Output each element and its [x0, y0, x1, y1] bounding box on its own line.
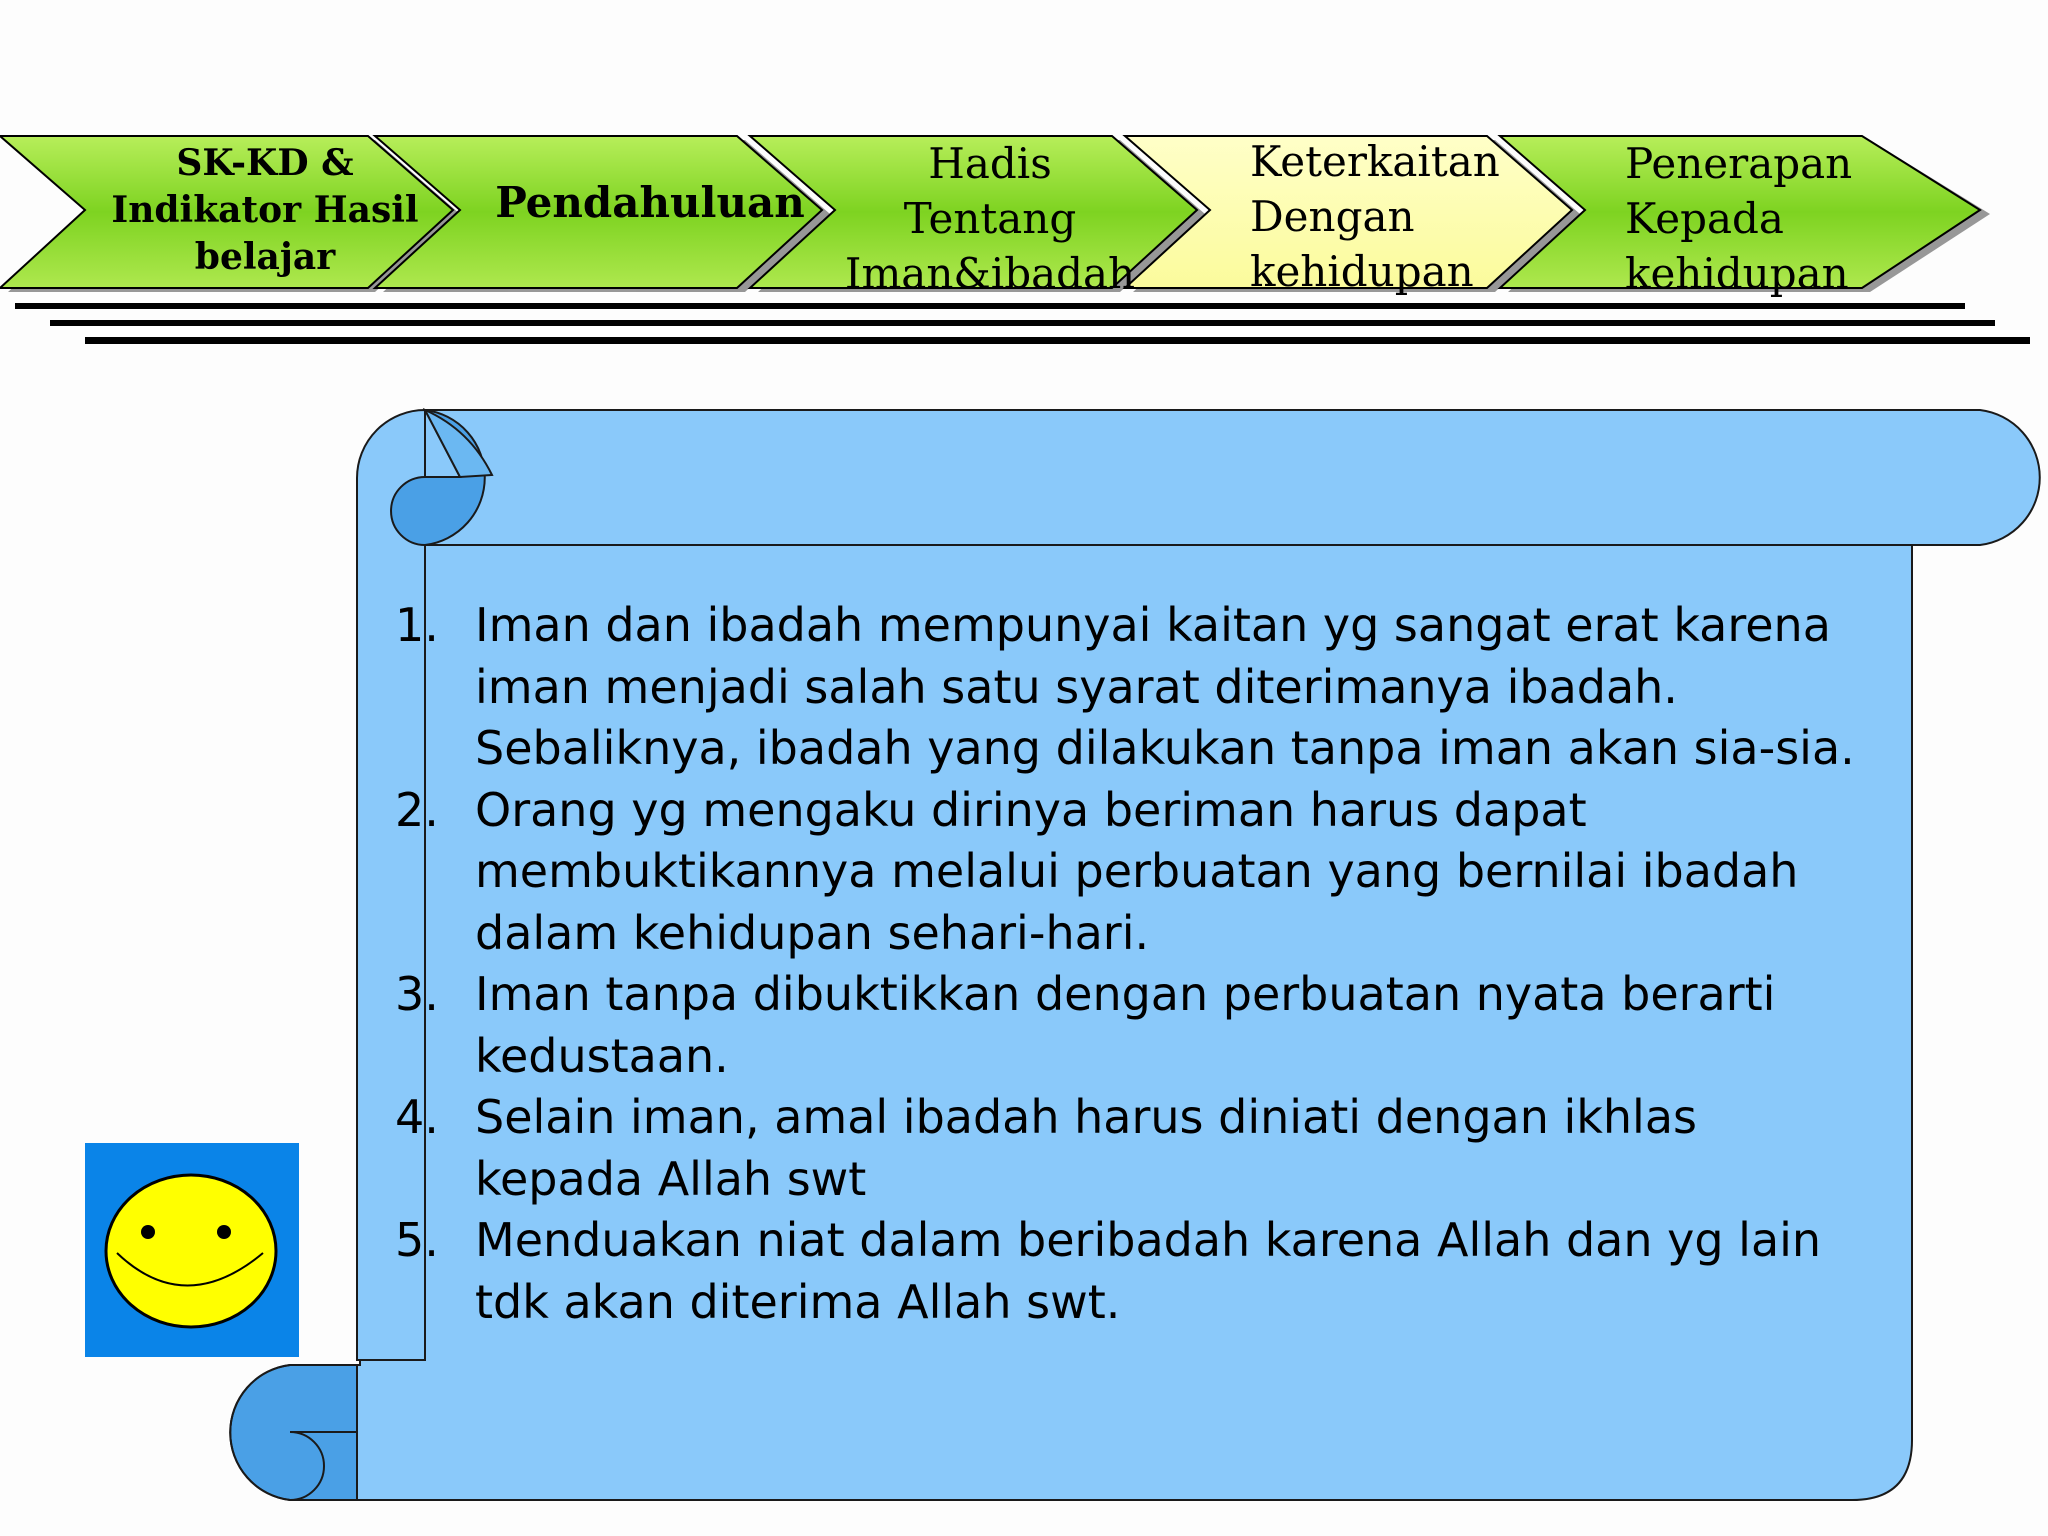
nav-step-5-label: Penerapan Kepada kehidupan	[1625, 139, 1853, 298]
nav-step-4-label: Keterkaitan Dengan kehidupan	[1250, 137, 1500, 296]
list-item: 1. Iman dan ibadah mempunyai kaitan yg sangat erat karena iman menjadi salah satu syarat diterimanya ibadah. Sebaliknya, ibadah yang dilakukan tanpa iman akan sia-sia.	[395, 598, 1855, 775]
smiley-face-icon	[85, 1143, 299, 1357]
content-list	[395, 595, 1875, 1333]
list-item: 2. Orang yg mengaku dirinya beriman harus dapat membuktikannya melalui perbuatan yang bernilai ibadah dalam kehidupan sehari-hari.	[395, 782, 1799, 960]
list-item: 5. Menduakan niat dalam beribadah karena Allah dan yg lain tdk akan diterima Allah swt.	[395, 1213, 1822, 1329]
nav-step-1-label: SK-KD & Indikator Hasil belajar	[111, 142, 419, 278]
nav-step-2-label: Pendahuluan	[495, 178, 805, 227]
list-item: 4. Selain iman, amal ibadah harus diniati dengan ikhlas kepada Allah swt	[395, 1090, 1697, 1206]
list-item: 3. Iman tanpa dibuktikkan dengan perbuatan nyata berarti kedustaan.	[395, 967, 1776, 1083]
nav-step-3-label: Hadis Tentang Iman&ibadah	[844, 139, 1136, 298]
